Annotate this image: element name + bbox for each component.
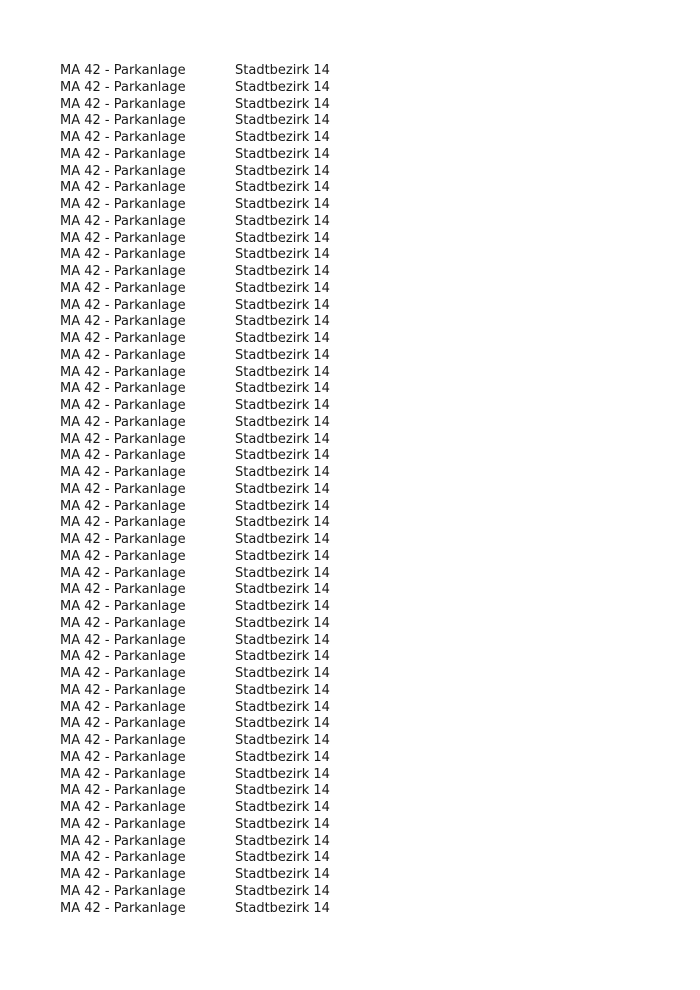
table-row <box>60 499 330 516</box>
district-cell: Stadtbezirk 14 <box>235 766 330 782</box>
table-row <box>60 783 330 800</box>
table-row <box>60 800 330 817</box>
table-row <box>60 716 330 733</box>
district-cell: Stadtbezirk 14 <box>235 615 330 631</box>
department-cell: MA 42 - Parkanlage <box>60 548 186 564</box>
table-row <box>60 532 330 549</box>
table-row <box>60 616 330 633</box>
department-cell: MA 42 - Parkanlage <box>60 163 186 179</box>
district-cell: Stadtbezirk 14 <box>235 347 330 363</box>
district-cell: Stadtbezirk 14 <box>235 682 330 698</box>
department-cell: MA 42 - Parkanlage <box>60 247 186 263</box>
district-cell: Stadtbezirk 14 <box>235 79 330 95</box>
table-row <box>60 97 330 114</box>
department-cell: MA 42 - Parkanlage <box>60 431 186 447</box>
table-row <box>60 566 330 583</box>
table-row <box>60 247 330 264</box>
district-cell: Stadtbezirk 14 <box>235 465 330 480</box>
district-cell: Stadtbezirk 14 <box>235 565 330 581</box>
department-cell: MA 42 - Parkanlage <box>60 96 186 112</box>
table-row <box>60 482 330 499</box>
district-cell: Stadtbezirk 14 <box>235 515 330 531</box>
district-cell: Stadtbezirk 14 <box>235 381 330 397</box>
table-row <box>60 683 330 700</box>
department-cell: MA 42 - Parkanlage <box>60 213 186 229</box>
department-cell: MA 42 - Parkanlage <box>60 615 186 631</box>
table-row <box>60 80 330 97</box>
department-cell: MA 42 - Parkanlage <box>60 146 186 162</box>
department-cell: MA 42 - Parkanlage <box>60 833 186 849</box>
district-cell: Stadtbezirk 14 <box>235 398 330 413</box>
department-cell: MA 42 - Parkanlage <box>60 130 186 145</box>
department-cell: MA 42 - Parkanlage <box>60 515 186 531</box>
district-cell: Stadtbezirk 14 <box>235 749 330 765</box>
district-cell: Stadtbezirk 14 <box>235 850 330 866</box>
district-cell: Stadtbezirk 14 <box>235 867 330 882</box>
district-cell: Stadtbezirk 14 <box>235 532 330 547</box>
district-cell: Stadtbezirk 14 <box>235 448 330 464</box>
table-row <box>60 197 330 214</box>
table-row <box>60 599 330 616</box>
department-cell: MA 42 - Parkanlage <box>60 733 186 748</box>
table-row <box>60 750 330 767</box>
department-cell: MA 42 - Parkanlage <box>60 280 186 296</box>
records-list <box>60 63 330 917</box>
table-row <box>60 365 330 382</box>
district-cell: Stadtbezirk 14 <box>235 498 330 514</box>
district-cell: Stadtbezirk 14 <box>235 264 330 279</box>
table-row <box>60 649 330 666</box>
district-cell: Stadtbezirk 14 <box>235 582 330 598</box>
district-cell: Stadtbezirk 14 <box>235 800 330 815</box>
table-row <box>60 432 330 449</box>
department-cell: MA 42 - Parkanlage <box>60 783 186 799</box>
district-cell: Stadtbezirk 14 <box>235 213 330 229</box>
district-cell: Stadtbezirk 14 <box>235 414 330 430</box>
department-cell: MA 42 - Parkanlage <box>60 816 186 832</box>
department-cell: MA 42 - Parkanlage <box>60 448 186 464</box>
table-row <box>60 398 330 415</box>
table-row <box>60 113 330 130</box>
table-row <box>60 264 330 281</box>
table-row <box>60 448 330 465</box>
department-cell: MA 42 - Parkanlage <box>60 632 186 648</box>
table-row <box>60 348 330 365</box>
department-cell: MA 42 - Parkanlage <box>60 582 186 598</box>
district-cell: Stadtbezirk 14 <box>235 833 330 849</box>
district-cell: Stadtbezirk 14 <box>235 297 330 313</box>
district-cell: Stadtbezirk 14 <box>235 314 330 330</box>
department-cell: MA 42 - Parkanlage <box>60 800 186 815</box>
table-row <box>60 549 330 566</box>
district-cell: Stadtbezirk 14 <box>235 163 330 179</box>
department-cell: MA 42 - Parkanlage <box>60 297 186 313</box>
district-cell: Stadtbezirk 14 <box>235 733 330 748</box>
district-cell: Stadtbezirk 14 <box>235 247 330 263</box>
table-row <box>60 415 330 432</box>
table-row <box>60 381 330 398</box>
table-row <box>60 180 330 197</box>
department-cell: MA 42 - Parkanlage <box>60 481 186 497</box>
district-cell: Stadtbezirk 14 <box>235 632 330 648</box>
district-cell: Stadtbezirk 14 <box>235 113 330 129</box>
department-cell: MA 42 - Parkanlage <box>60 666 186 681</box>
department-cell: MA 42 - Parkanlage <box>60 63 186 78</box>
department-cell: MA 42 - Parkanlage <box>60 465 186 480</box>
department-cell: MA 42 - Parkanlage <box>60 498 186 514</box>
department-cell: MA 42 - Parkanlage <box>60 749 186 765</box>
department-cell: MA 42 - Parkanlage <box>60 900 186 916</box>
table-row <box>60 850 330 867</box>
department-cell: MA 42 - Parkanlage <box>60 850 186 866</box>
district-cell: Stadtbezirk 14 <box>235 364 330 380</box>
table-row <box>60 767 330 784</box>
department-cell: MA 42 - Parkanlage <box>60 699 186 715</box>
department-cell: MA 42 - Parkanlage <box>60 766 186 782</box>
table-row <box>60 164 330 181</box>
department-cell: MA 42 - Parkanlage <box>60 682 186 698</box>
district-cell: Stadtbezirk 14 <box>235 649 330 665</box>
table-row <box>60 666 330 683</box>
district-cell: Stadtbezirk 14 <box>235 599 330 614</box>
district-cell: Stadtbezirk 14 <box>235 180 330 196</box>
table-row <box>60 147 330 164</box>
district-cell: Stadtbezirk 14 <box>235 331 330 346</box>
district-cell: Stadtbezirk 14 <box>235 699 330 715</box>
district-cell: Stadtbezirk 14 <box>235 96 330 112</box>
district-cell: Stadtbezirk 14 <box>235 548 330 564</box>
department-cell: MA 42 - Parkanlage <box>60 532 186 547</box>
district-cell: Stadtbezirk 14 <box>235 431 330 447</box>
table-row <box>60 633 330 650</box>
district-cell: Stadtbezirk 14 <box>235 816 330 832</box>
table-row <box>60 867 330 884</box>
department-cell: MA 42 - Parkanlage <box>60 381 186 397</box>
table-row <box>60 130 330 147</box>
table-row <box>60 817 330 834</box>
department-cell: MA 42 - Parkanlage <box>60 599 186 614</box>
department-cell: MA 42 - Parkanlage <box>60 180 186 196</box>
district-cell: Stadtbezirk 14 <box>235 883 330 899</box>
district-cell: Stadtbezirk 14 <box>235 230 330 246</box>
district-cell: Stadtbezirk 14 <box>235 197 330 212</box>
department-cell: MA 42 - Parkanlage <box>60 883 186 899</box>
table-row <box>60 281 330 298</box>
district-cell: Stadtbezirk 14 <box>235 63 330 78</box>
table-row <box>60 314 330 331</box>
department-cell: MA 42 - Parkanlage <box>60 649 186 665</box>
department-cell: MA 42 - Parkanlage <box>60 230 186 246</box>
department-cell: MA 42 - Parkanlage <box>60 331 186 346</box>
department-cell: MA 42 - Parkanlage <box>60 264 186 279</box>
department-cell: MA 42 - Parkanlage <box>60 716 186 732</box>
table-row <box>60 231 330 248</box>
department-cell: MA 42 - Parkanlage <box>60 364 186 380</box>
district-cell: Stadtbezirk 14 <box>235 481 330 497</box>
table-row <box>60 465 330 482</box>
department-cell: MA 42 - Parkanlage <box>60 565 186 581</box>
table-row <box>60 214 330 231</box>
district-cell: Stadtbezirk 14 <box>235 716 330 732</box>
district-cell: Stadtbezirk 14 <box>235 783 330 799</box>
district-cell: Stadtbezirk 14 <box>235 666 330 681</box>
table-row <box>60 834 330 851</box>
table-row <box>60 700 330 717</box>
district-cell: Stadtbezirk 14 <box>235 130 330 145</box>
department-cell: MA 42 - Parkanlage <box>60 197 186 212</box>
department-cell: MA 42 - Parkanlage <box>60 867 186 882</box>
department-cell: MA 42 - Parkanlage <box>60 79 186 95</box>
table-row <box>60 515 330 532</box>
table-row <box>60 733 330 750</box>
department-cell: MA 42 - Parkanlage <box>60 113 186 129</box>
table-row <box>60 884 330 901</box>
table-row <box>60 582 330 599</box>
department-cell: MA 42 - Parkanlage <box>60 414 186 430</box>
district-cell: Stadtbezirk 14 <box>235 280 330 296</box>
table-row <box>60 331 330 348</box>
table-row <box>60 901 330 918</box>
department-cell: MA 42 - Parkanlage <box>60 398 186 413</box>
department-cell: MA 42 - Parkanlage <box>60 347 186 363</box>
district-cell: Stadtbezirk 14 <box>235 146 330 162</box>
district-cell: Stadtbezirk 14 <box>235 900 330 916</box>
table-row <box>60 298 330 315</box>
department-cell: MA 42 - Parkanlage <box>60 314 186 330</box>
table-row <box>60 63 330 80</box>
